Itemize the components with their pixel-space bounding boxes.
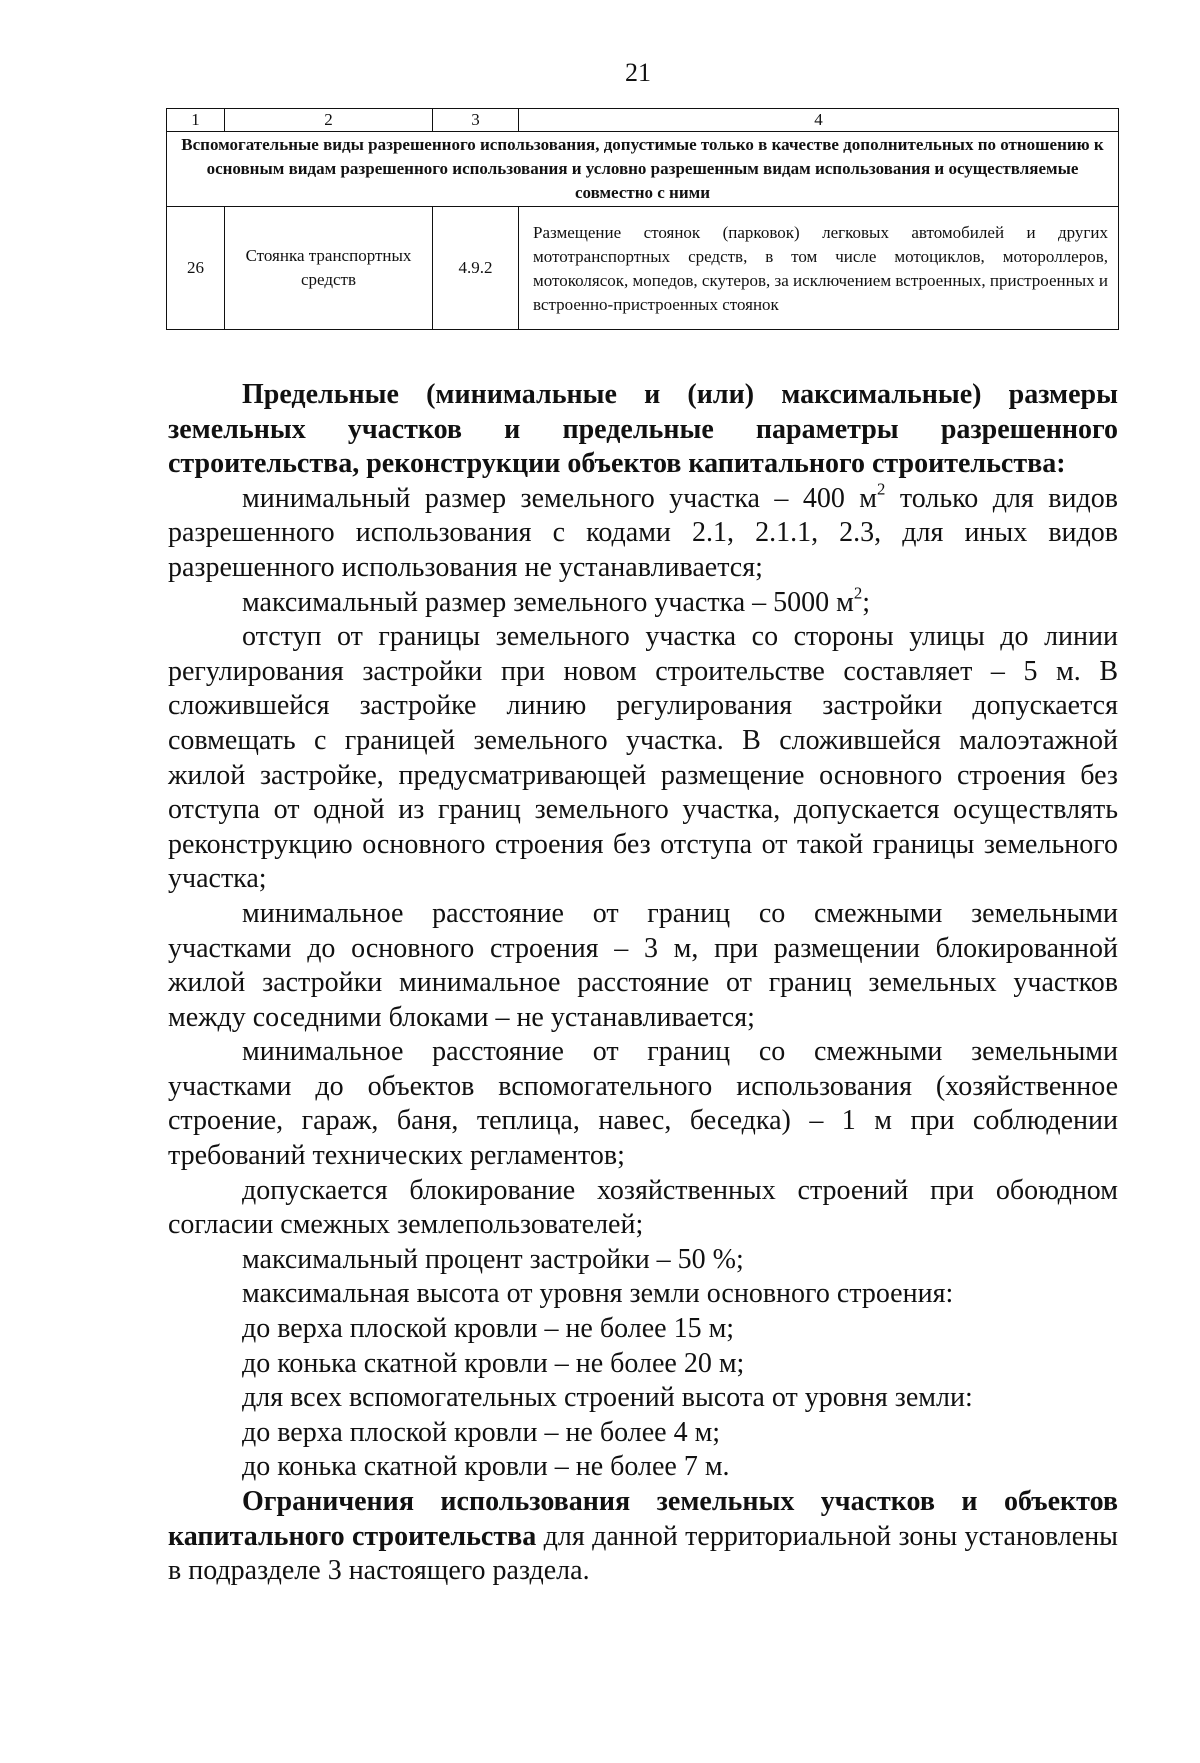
paragraph-pitched-roof-main: до конька скатной кровли – не более 20 м; [242,1347,745,1379]
paragraph-max-height: максимальная высота от уровня земли основного строения: [242,1278,954,1310]
paragraph-restrictions [168,1485,1118,1589]
paragraph-blocking: допускается блокирование хозяйственных строений при обоюдном согласии смежных землепользователей; [168,1174,1118,1241]
section-title: Вспомогательные виды разрешенного использования, допустимые только в качестве дополнительных по отношению к основным видам разрешенного использования и условно разрешенным видам использования и осуществляемые совместно с ними [167,132,1119,207]
text-fragment: для данной территориальной зоны установлены в подразделе 3 настоящего раздела. [168,1520,1118,1587]
paragraph-flat-roof-aux: до верха плоской кровли – не более 4 м; [242,1416,721,1448]
table-section-row [167,132,1119,207]
table-header-cell: 2 [225,109,433,132]
paragraph-max-coverage: максимальный процент застройки – 50 %; [242,1243,744,1275]
row-description: Размещение стоянок (парковок) легковых автомобилей и других мототранспортных средств, в том числе мотоциклов, мотороллеров, мотоколясок, мопедов, скутеров, за исключением встроенных, пристроенных и встроенно-пристроенных стоянок [519,207,1119,330]
table-row [167,207,1119,330]
table-header-cell: 3 [433,109,519,132]
paragraph-auxiliary-height: для всех вспомогательных строений высота от уровня земли: [242,1382,973,1414]
paragraph-pitched-roof-aux: до конька скатной кровли – не более 7 м. [242,1451,730,1483]
land-use-table [166,108,1119,330]
section-heading: Предельные (минимальные и (или) максимальные) размеры земельных участков и предельные параметры разрешенного строительства, реконструкции объектов капитального строительства: [168,379,1118,480]
table-header-cell: 1 [167,109,225,132]
superscript: 2 [853,582,863,602]
text-fragment: только для видов разрешенного использования с кодами 2.1, 2.1.1, 2.3, для иных видов разрешенного использования не устанавливается; [168,482,1118,583]
page-number: 21 [625,58,651,87]
row-number: 26 [167,207,225,330]
table-header-cell: 4 [519,109,1119,132]
paragraph-setback: отступ от границы земельного участка со стороны улицы до линии регулирования застройки при новом строительстве составляет – 5 м. В сложившейся застройке линию регулирования застройки допускается совмещать с границей земельного участка. В сложившейся малоэтажной жилой застройке, предусматривающей размещение основного строения без отступа от одной из границ земельного участка, допускается осуществлять реконструкцию основного строения без отступа от такой границы земельного участка; [168,621,1118,895]
document-body [168,378,1118,1589]
row-code: 4.9.2 [433,207,519,330]
restrictions-bold: Ограничения использования земельных участков и объектов капитального строительства [168,1486,1118,1552]
row-name: Стоянка транспортных средств [225,207,433,330]
paragraph-max-plot-size [168,582,1118,621]
text-fragment: ; [862,586,871,618]
paragraph-min-distance-auxiliary: минимальное расстояние от границ со смежными земельными участками до объектов вспомогательного использования (хозяйственное строение, гараж, баня, теплица, навес, беседка) – 1 м при соблюдении требований технических регламентов; [168,1036,1118,1172]
paragraph-flat-roof-main: до верха плоской кровли – не более 15 м; [242,1313,735,1345]
table-header-row [167,109,1119,132]
paragraph-min-distance-main: минимальное расстояние от границ со смежными земельными участками до основного строения – 3 м, при размещении блокированной жилой застройки минимальное расстояние от границ земельных участков между соседними блоками – не устанавливается; [168,897,1118,1033]
text-fragment: максимальный размер земельного участка – 5000 м [242,586,854,618]
paragraph-min-plot-size [168,479,1118,586]
text-fragment: минимальный размер земельного участка – 400 м [242,482,878,514]
superscript: 2 [877,479,886,499]
